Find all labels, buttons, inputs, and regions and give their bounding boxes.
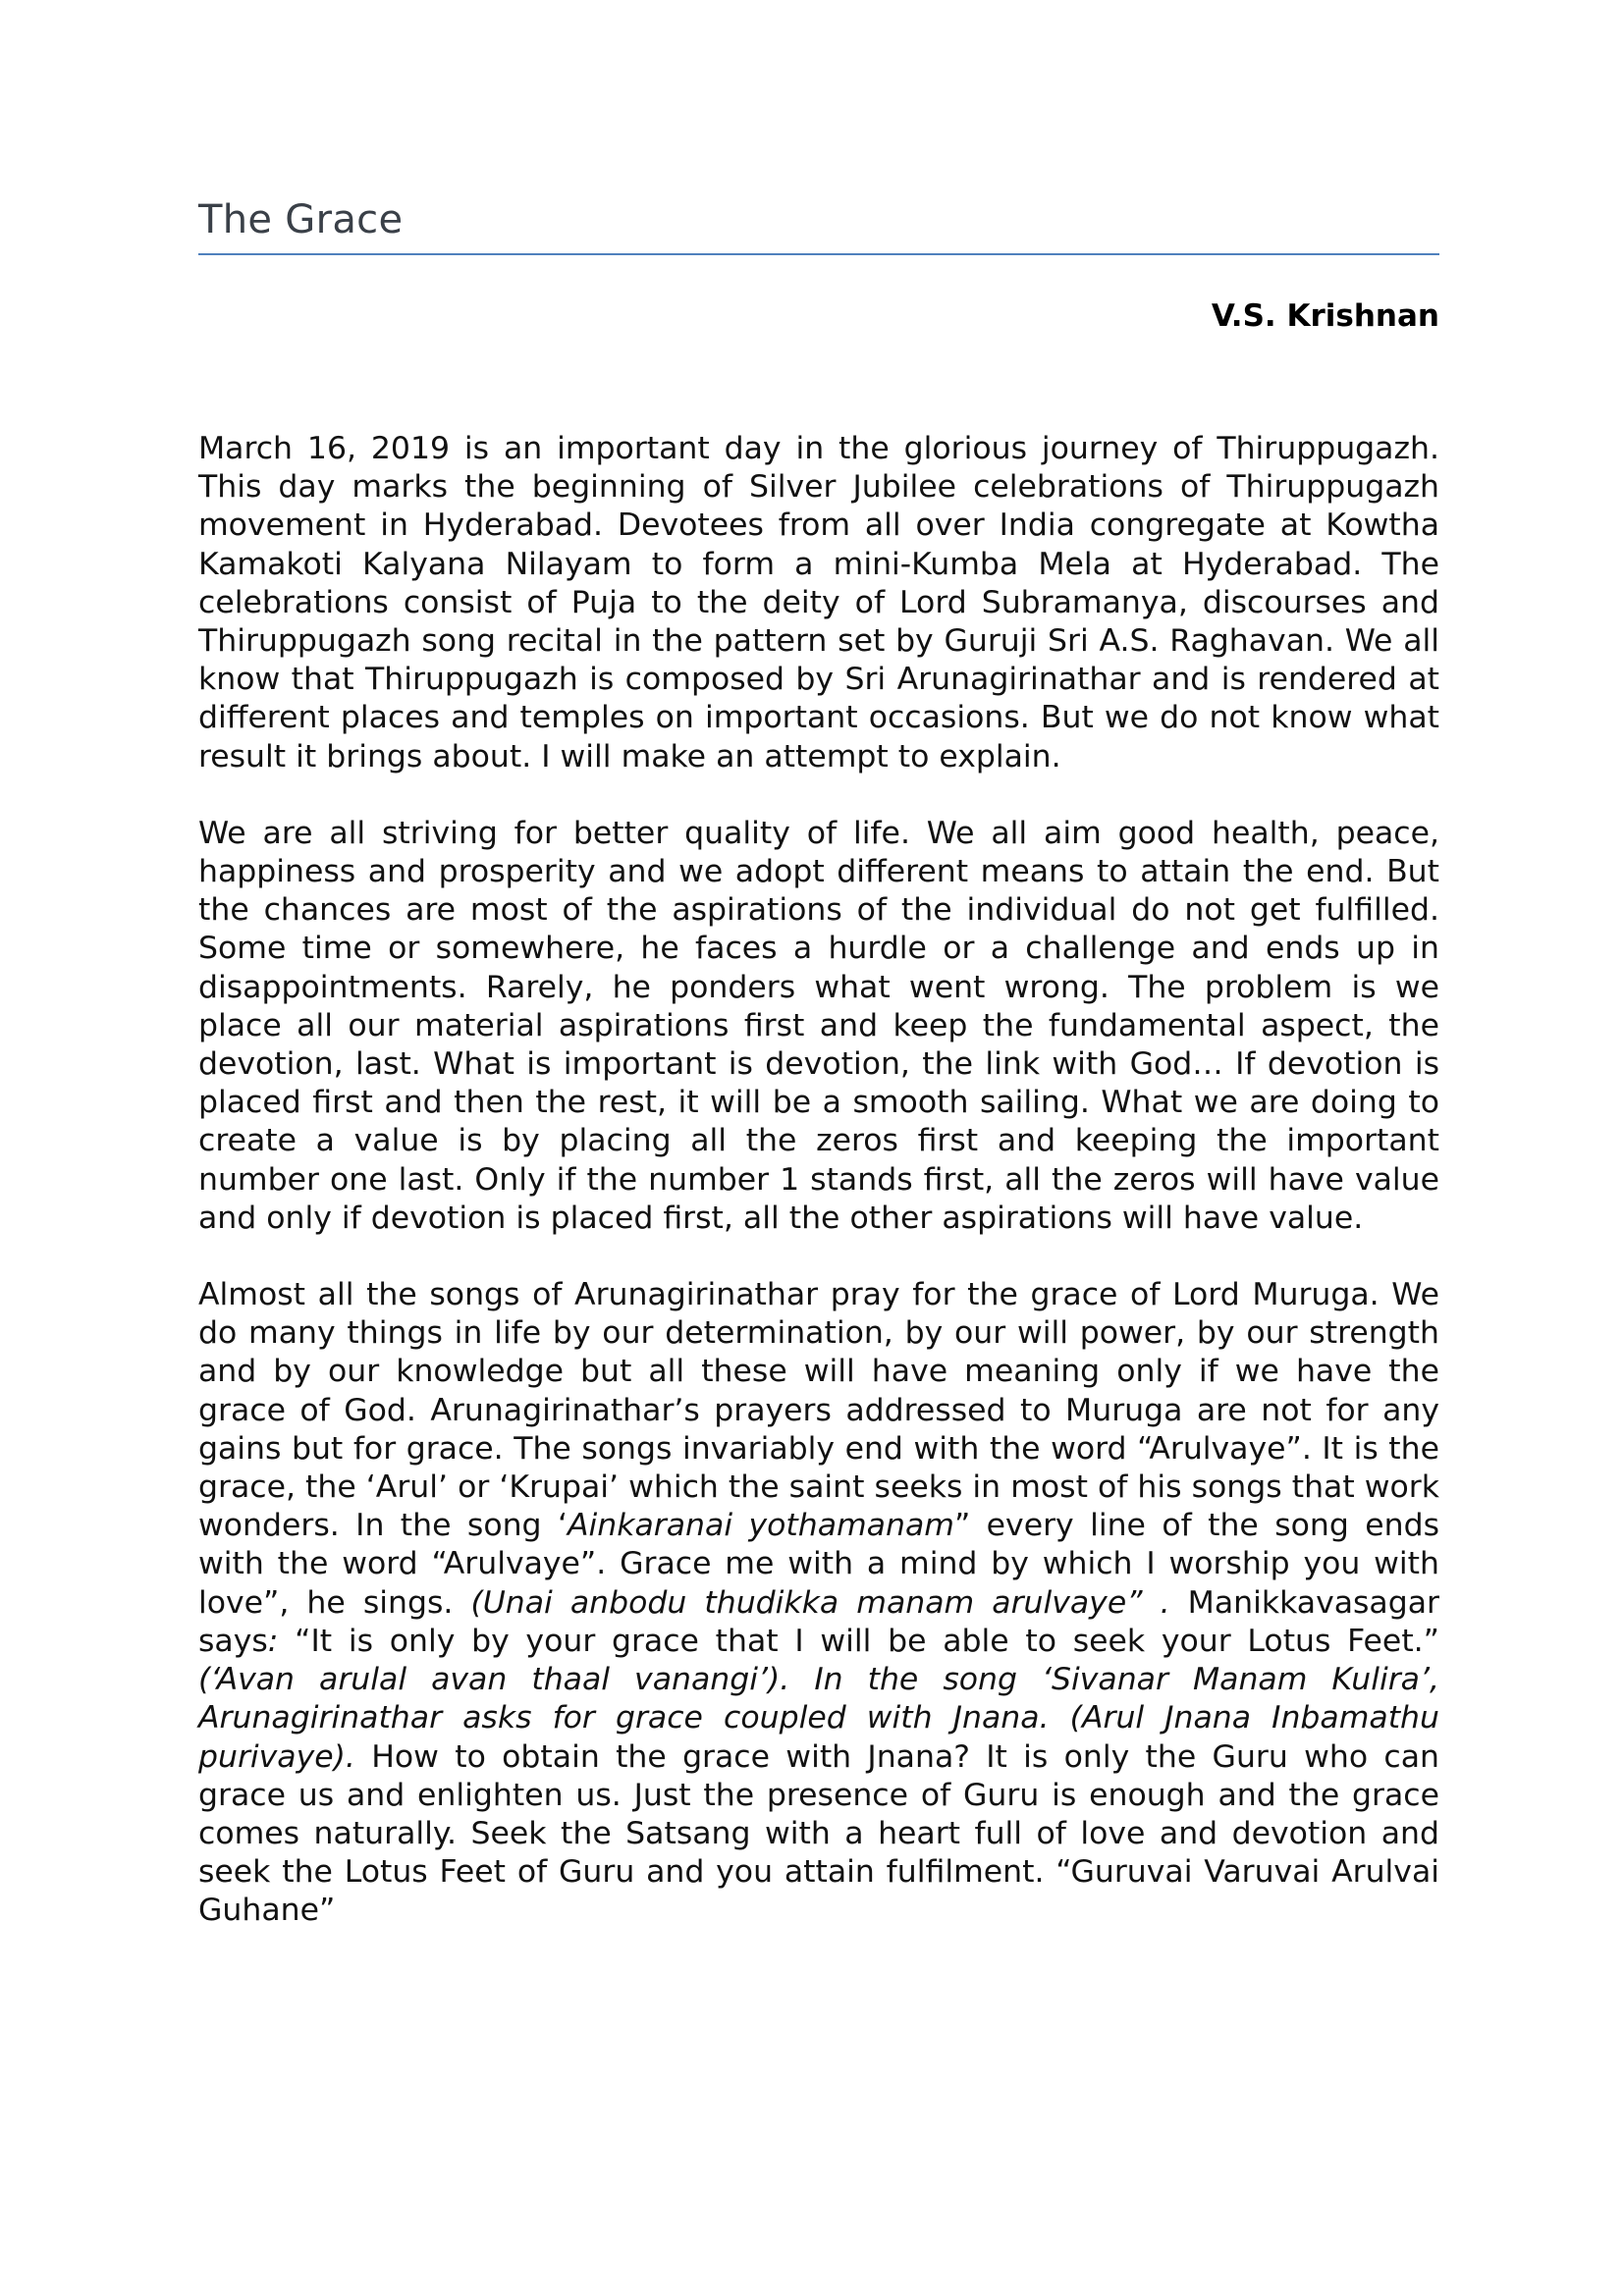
- tamil-quote-italic: (‘Avan arulal avan thaal vanangi’). In the song ‘Sivanar Manam Kulira’, Arunagirinathar asks for grace coupled with Jnana. (Arul Jnana Inbamathu purivaye).: [198, 1662, 1439, 1775]
- paragraph-text: Almost all the songs of Arunagirinathar pray for the grace of Lord Muruga. We do many things in life by our determination, by our will power, by our strength and by our knowledge but all these will have meaning only if we have the grace of God. Arunagirinathar’s prayers addressed to Muruga are not for any gains but for grace. The songs invariably end with the word “Arulvaye”. It is the grace, the ‘Arul’ or ‘Krupai’ which the saint seeks in most of his songs that work wonders. In the song ‘: [198, 1277, 1439, 1544]
- song-title-italic: Ainkaranai yothamanam: [567, 1508, 954, 1544]
- paragraph-text: We are all striving for better quality of life. We all aim good health, peace, happiness and prosperity and we adopt different means to attain the end. But the chances are most of the aspirations of the individual do not get fulfilled. Some time or somewhere, he faces a hurdle or a challenge and ends up in disappointments. Rarely, he ponders what went wrong. The problem is we place all our material aspirations first and keep the fundamental aspect, the devotion, last. What is important is devotion, the link with God… If devotion is placed first and then the rest, it will be a smooth sailing. What we are doing to create a value is by placing all the zeros first and keeping the important number one last. Only if the number 1 stands first, all the zeros will have value and only if devotion is placed first, all the other aspirations will have value.: [198, 815, 1439, 1236]
- author-name: V.S. Krishnan: [1211, 298, 1439, 334]
- paragraph-1: [198, 430, 1439, 776]
- tamil-quote-italic: (Unai anbodu thudikka manam arulvaye” .: [470, 1584, 1170, 1621]
- paragraph-text: March 16, 2019 is an important day in the glorious journey of Thiruppugazh. This day marks the beginning of Silver Jubilee celebrations of Thiruppugazh movement in Hyderabad. Devotees from all over India congregate at Kowtha Kamakoti Kalyana Nilayam to form a mini-Kumba Mela at Hyderabad. The celebrations consist of Puja to the deity of Lord Subramanya, discourses and Thiruppugazh song recital in the pattern set by Guruji Sri A.S. Raghavan. We all know that Thiruppugazh is composed by Sri Arunagirinathar and is rendered at different places and temples on important occasions. But we do not know what result it brings about. I will make an attempt to explain.: [198, 431, 1439, 774]
- paragraph-3: [198, 1276, 1439, 1930]
- colon-italic: :: [267, 1623, 279, 1659]
- paragraph-text: How to obtain the grace with Jnana? It is only the Guru who can grace us and enlighten us. Just the presence of Guru is enough and the grace comes naturally. Seek the Satsang with a heart full of love and devotion and seek the Lotus Feet of Guru and you attain fulfilment. “Guruvai Varuvai Arulvai Guhane”: [198, 1738, 1439, 1929]
- document-title: The Grace: [198, 197, 404, 242]
- paragraph-text: “It is only by your grace that I will be able to seek your Lotus Feet.”: [278, 1623, 1439, 1659]
- title-underline: [198, 253, 1439, 255]
- paragraph-text: ” every line of the song ends with the word “Arulvaye”. Grace me with a mind by which I worship you with love”, he sings.: [198, 1508, 1439, 1621]
- paragraph-2: [198, 815, 1439, 1238]
- paragraph-text: Manikkavasagar says: [198, 1584, 1439, 1659]
- document-body: [198, 430, 1439, 1969]
